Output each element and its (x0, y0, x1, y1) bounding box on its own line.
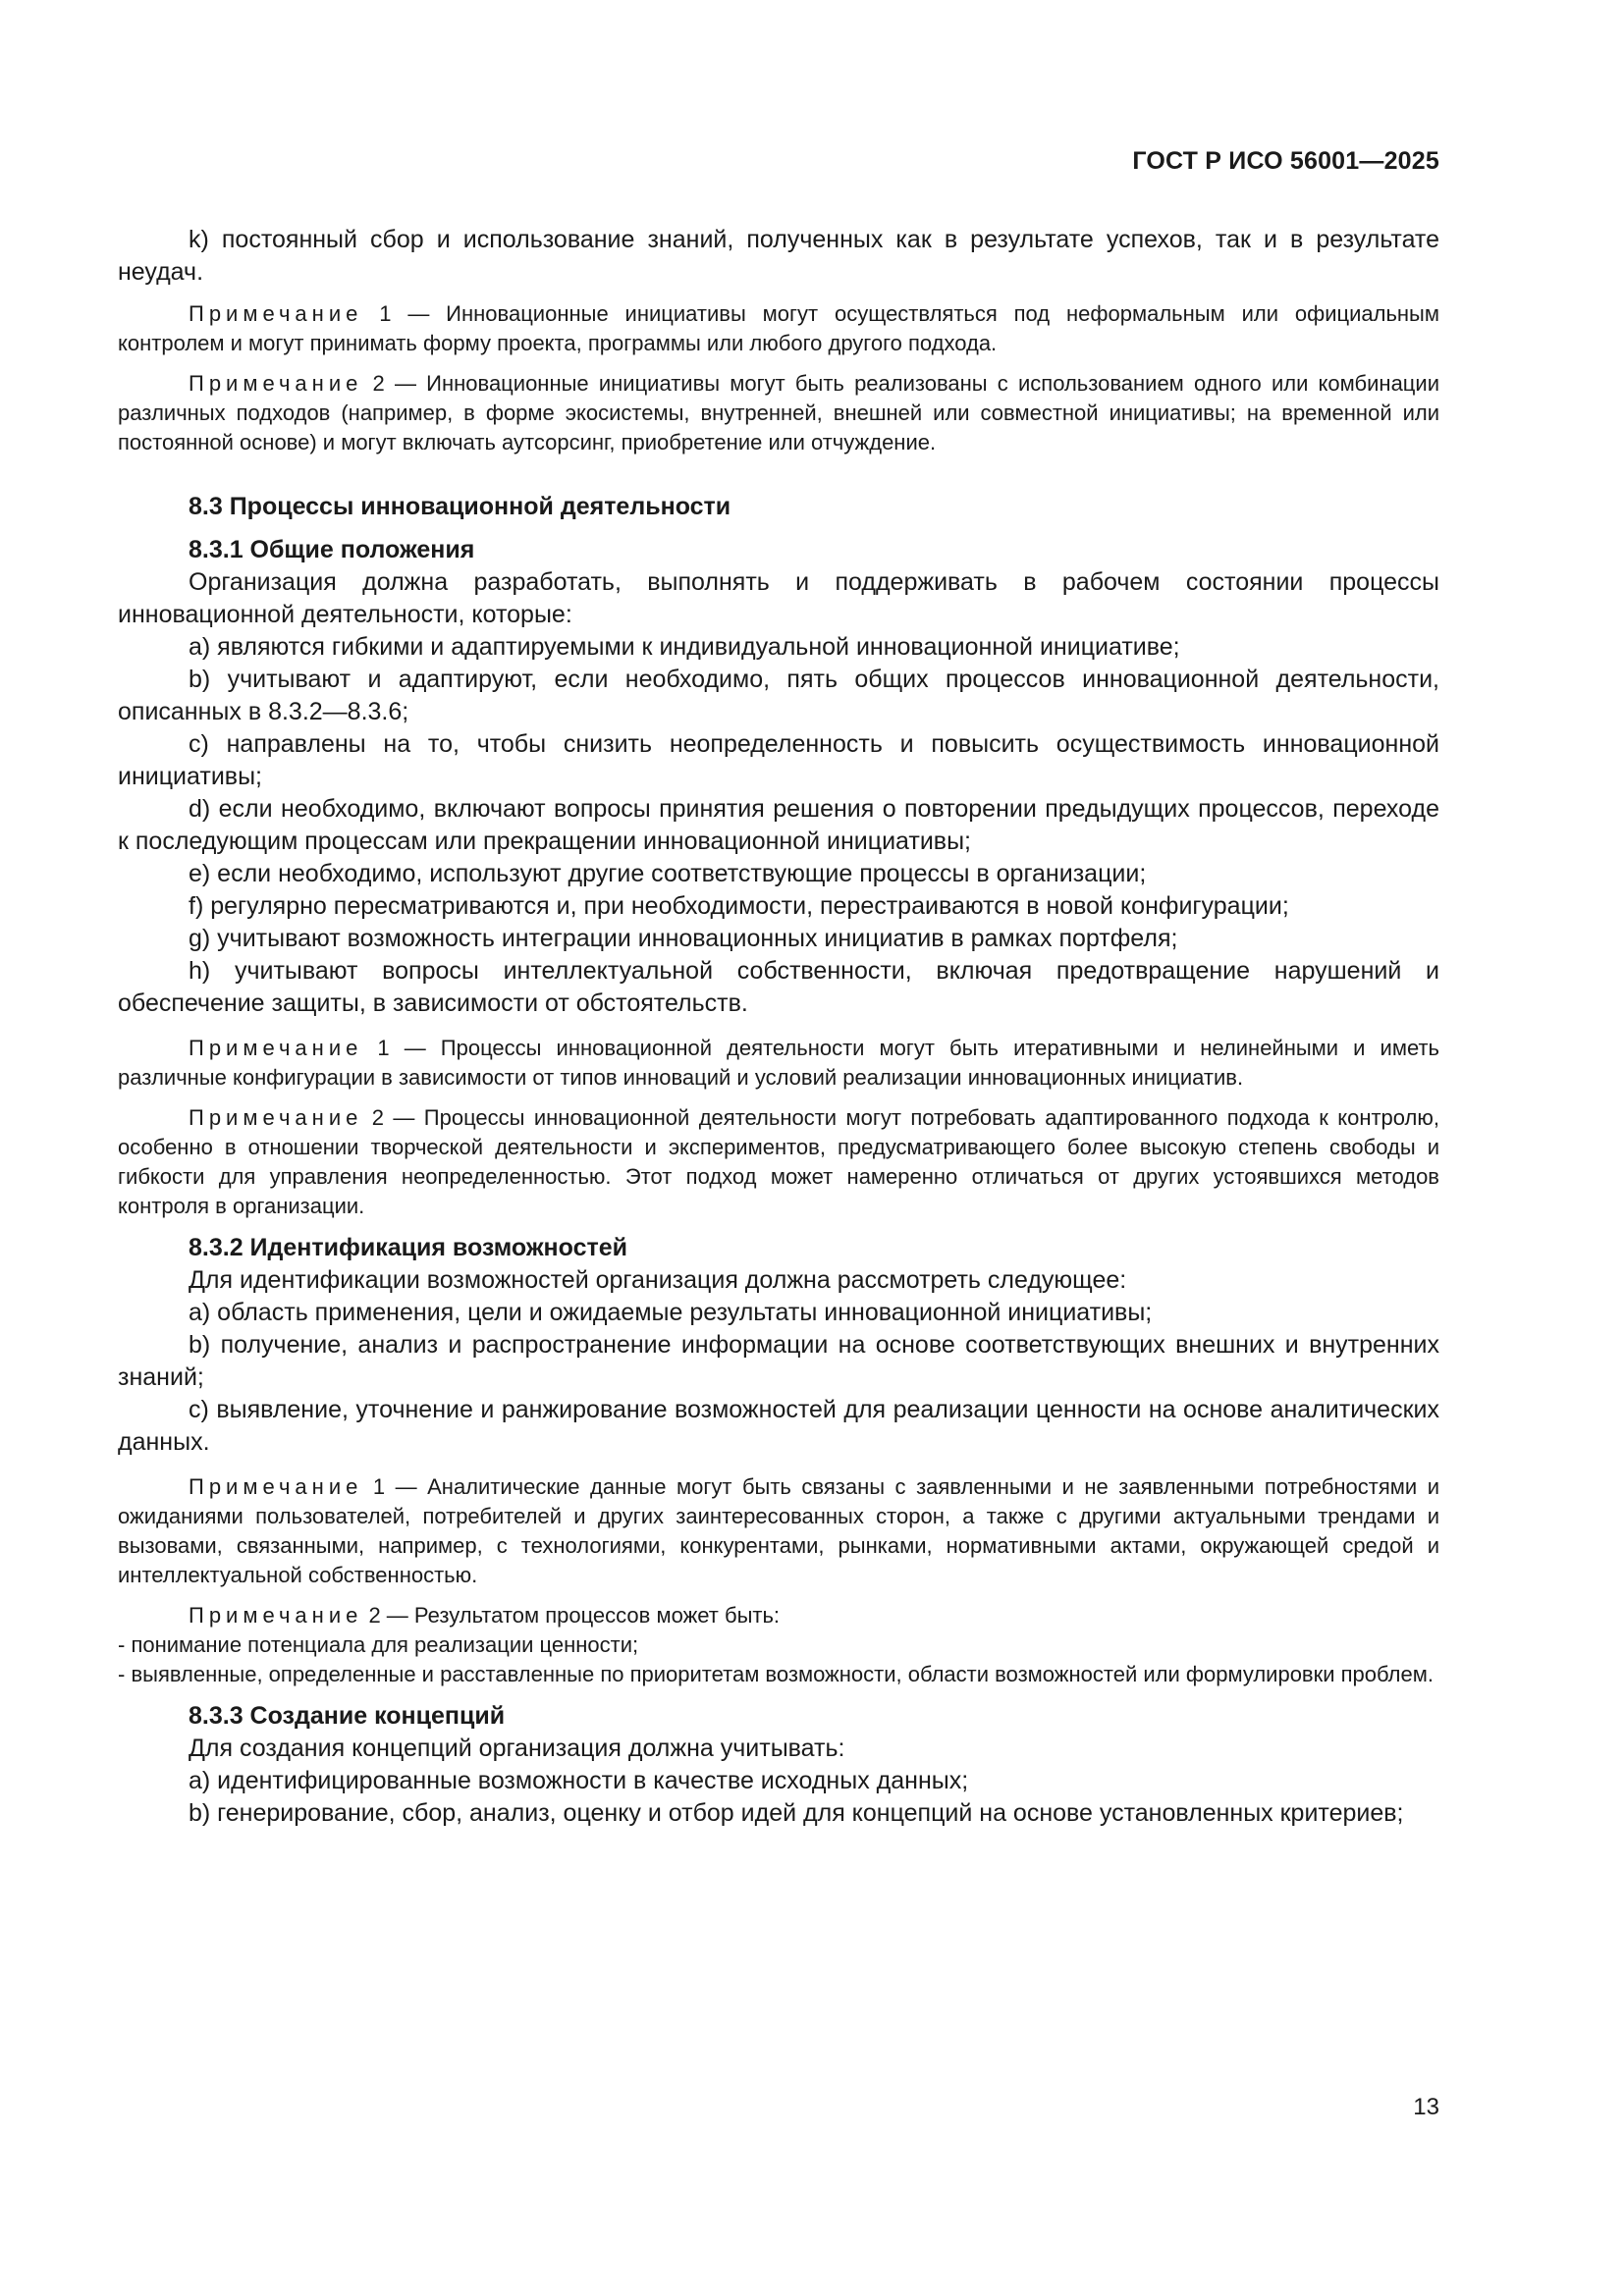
note-text: 2 — Процессы инновационной деятельности могут потребовать адаптированного подхода к контролю, особенно в отношении творческой деятельности и экспериментов, предусматривающего более высокую степень свободы и гибкости для управления неопределенностью. Этот подход может намеренно отличаться от других устоявшихся методов контроля в организации. (118, 1105, 1439, 1218)
list-item: a) являются гибкими и адаптируемыми к индивидуальной инновационной инициативе; (189, 633, 1180, 661)
note-paragraph (118, 299, 1439, 358)
list-item: c) выявление, уточнение и ранжирование возможностей для реализации ценности на основе аналитических данных. (118, 1396, 1439, 1456)
note-list-item: - выявленные, определенные и расставленные по приоритетам возможности, области возможностей или формулировки проблем. (118, 1662, 1434, 1686)
note-paragraph (118, 1472, 1439, 1590)
note-text: 1 — Аналитические данные могут быть связаны с заявленными и не заявленными потребностями и ожиданиями пользователей, потребителей и других заинтересованных сторон, а также с другими актуальными трендами и вызовами, связанными, например, с технологиями, конкурентами, рынками, нормативными актами, окружающей средой и интеллектуальной собственностью. (118, 1474, 1439, 1587)
note-paragraph (118, 369, 1439, 457)
paragraph: Для создания концепций организация должна учитывать: (189, 1735, 845, 1762)
list-item: f) регулярно пересматриваются и, при необходимости, перестраиваются в новой конфигурации; (189, 892, 1289, 920)
note-text: 1 — Инновационные инициативы могут осуществляться под неформальным или официальным контролем и могут принимать форму проекта, программы или любого другого подхода. (118, 301, 1439, 355)
note-paragraph (118, 1601, 1439, 1630)
note-label: Примечание (189, 1474, 363, 1499)
subsection-heading-8-3-2: 8.3.2 Идентификация возможностей (189, 1234, 628, 1261)
note-paragraph (118, 1103, 1439, 1221)
list-item: b) получение, анализ и распространение информации на основе соответствующих внешних и внутренних знаний; (118, 1331, 1439, 1391)
document-code-header: ГОСТ Р ИСО 56001—2025 (1132, 147, 1439, 175)
list-item: b) учитывают и адаптируют, если необходимо, пять общих процессов инновационной деятельности, описанных в 8.3.2—8.3.6; (118, 666, 1439, 725)
note-text: 2 — Результатом процессов может быть: (362, 1603, 781, 1628)
note-paragraph (118, 1034, 1439, 1093)
note-text: 2 — Инновационные инициативы могут быть реализованы с использованием одного или комбинации различных подходов (например, в форме экосистемы, внутренней, внешней или совместной инициативы; на временной или постоянной основе) и могут включать аутсорсинг, приобретение или отчуждение. (118, 371, 1439, 454)
list-item: c) направлены на то, чтобы снизить неопределенность и повысить осуществимость инновационной инициативы; (118, 730, 1439, 790)
note-label: Примечание (189, 1105, 363, 1130)
note-label: Примечание (189, 371, 363, 396)
note-label: Примечание (189, 301, 363, 326)
document-body (118, 224, 1439, 1830)
paragraph: Организация должна разработать, выполнять и поддерживать в рабочем состоянии процессы инновационной деятельности, которые: (118, 568, 1439, 628)
note-label: Примечание (189, 1603, 363, 1628)
note-text: 1 — Процессы инновационной деятельности могут быть итеративными и нелинейными и иметь различные конфигурации в зависимости от типов инноваций и условий реализации инновационных инициатив. (118, 1036, 1439, 1090)
list-item: b) генерирование, сбор, анализ, оценку и отбор идей для концепций на основе установленных критериев; (189, 1799, 1404, 1827)
note-label: Примечание (189, 1036, 363, 1060)
list-item: e) если необходимо, используют другие соответствующие процессы в организации; (189, 860, 1147, 887)
list-item: d) если необходимо, включают вопросы принятия решения о повторении предыдущих процессов, переходе к последующим процессам или прекращении инновационной инициативы; (118, 795, 1439, 855)
subsection-heading-8-3-3: 8.3.3 Создание концепций (189, 1702, 506, 1730)
page-number: 13 (1413, 2094, 1439, 2120)
list-item: a) область применения, цели и ожидаемые результаты инновационной инициативы; (189, 1299, 1153, 1326)
list-item-k: k) постоянный сбор и использование знаний, полученных как в результате успехов, так и в результате неудач. (118, 226, 1439, 286)
paragraph: Для идентификации возможностей организация должна рассмотреть следующее: (189, 1266, 1127, 1294)
subsection-heading-8-3-1: 8.3.1 Общие положения (189, 536, 475, 563)
list-item: h) учитывают вопросы интеллектуальной собственности, включая предотвращение нарушений и обеспечение защиты, в зависимости от обстоятельств. (118, 957, 1439, 1017)
note-list-item: - понимание потенциала для реализации ценности; (118, 1632, 639, 1657)
list-item: g) учитывают возможность интеграции инновационных инициатив в рамках портфеля; (189, 925, 1178, 952)
list-item: a) идентифицированные возможности в качестве исходных данных; (189, 1767, 969, 1794)
section-heading-8-3: 8.3 Процессы инновационной деятельности (189, 493, 731, 520)
